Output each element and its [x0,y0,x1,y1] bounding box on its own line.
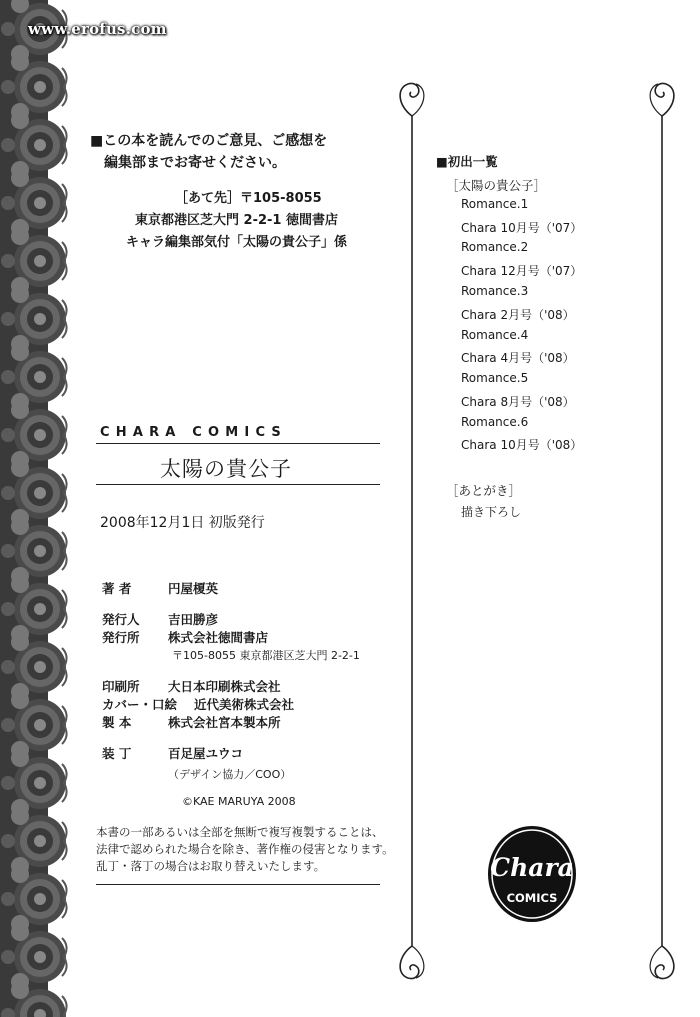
printer-label: 印刷所 [102,679,140,694]
address-line-3: キャラ編集部気付「太陽の貴公子」係 [126,235,348,250]
notice-line-1: ■この本を読んでのご意見、ご感想を [90,133,328,149]
design-sub: （デザイン協力／COO） [168,768,292,781]
printer-name: 大日本印刷株式会社 [168,679,281,694]
title-bracket-heading: ［太陽の貴公子］ [446,178,547,193]
svg-text:Chara: Chara [490,853,574,882]
address-line-2: 東京都港区芝大門 2-2-1 徳間書店 [135,213,338,228]
legal-line-3: 乱丁・落丁の場合はお取り替えいたします。 [96,859,326,873]
first-appearance-heading: ■初出一覧 [436,154,498,169]
legal-line-1: 本書の一部あるいは全部を無断で複写複製することは、 [96,825,384,839]
chara-comics-logo [486,824,578,924]
company-address: 〒105-8055 東京都港区芝大門 2-2-1 [172,649,360,662]
publisher-label: 発行人 [102,612,140,627]
binding-name: 株式会社宮本製本所 [168,715,281,730]
author-name: 円屋榎英 [168,581,219,596]
watermark: www.erofus.com [28,20,167,38]
lace-border [0,0,82,1017]
list-item: Chara 12月号（'07） [461,264,583,278]
title-rule-top [96,443,380,444]
address-line-1: ［あて先］〒105-8055 [175,191,322,206]
list-item: Chara 8月号（'08） [461,395,575,409]
author-label: 著 者 [102,581,132,596]
publish-date: 2008年12月1日 初版発行 [100,515,265,531]
publisher-name: 吉田勝彦 [168,612,219,627]
notice-line-2: 編集部までお寄せください。 [104,155,286,171]
design-label: 装 丁 [102,746,132,761]
list-item: Romance.6 [461,415,529,429]
ornament-frame-left [392,76,432,986]
list-item: Romance.5 [461,371,529,385]
series-name: CHARA COMICS [100,425,287,440]
copyright: ©KAE MARUYA 2008 [182,795,296,808]
list-item: Romance.3 [461,284,529,298]
list-item: Chara 10月号（'07） [461,221,583,235]
list-item: Romance.1 [461,197,529,211]
title-rule-bottom [96,484,380,485]
design-name: 百足屋ユウコ [168,746,244,761]
cover-label: カバー・口絵 [102,697,178,712]
legal-rule [96,884,380,885]
ornament-frame-right [642,76,682,986]
afterword-item: 描き下ろし [461,505,522,519]
company-name: 株式会社徳間書店 [168,630,269,645]
cover-name: 近代美術株式会社 [194,697,295,712]
afterword-heading: ［あとがき］ [446,483,522,498]
legal-line-2: 法律で認められた場合を除き、著作権の侵害となります。 [96,842,394,856]
list-item: Chara 10月号（'08） [461,438,583,452]
list-item: Chara 2月号（'08） [461,308,575,322]
book-title: 太陽の貴公子 [160,457,292,481]
company-label: 発行所 [102,630,140,645]
list-item: Romance.4 [461,328,529,342]
svg-text:COMICS: COMICS [506,891,558,905]
list-item: Chara 4月号（'08） [461,351,575,365]
binding-label: 製 本 [102,715,132,730]
list-item: Romance.2 [461,240,529,254]
